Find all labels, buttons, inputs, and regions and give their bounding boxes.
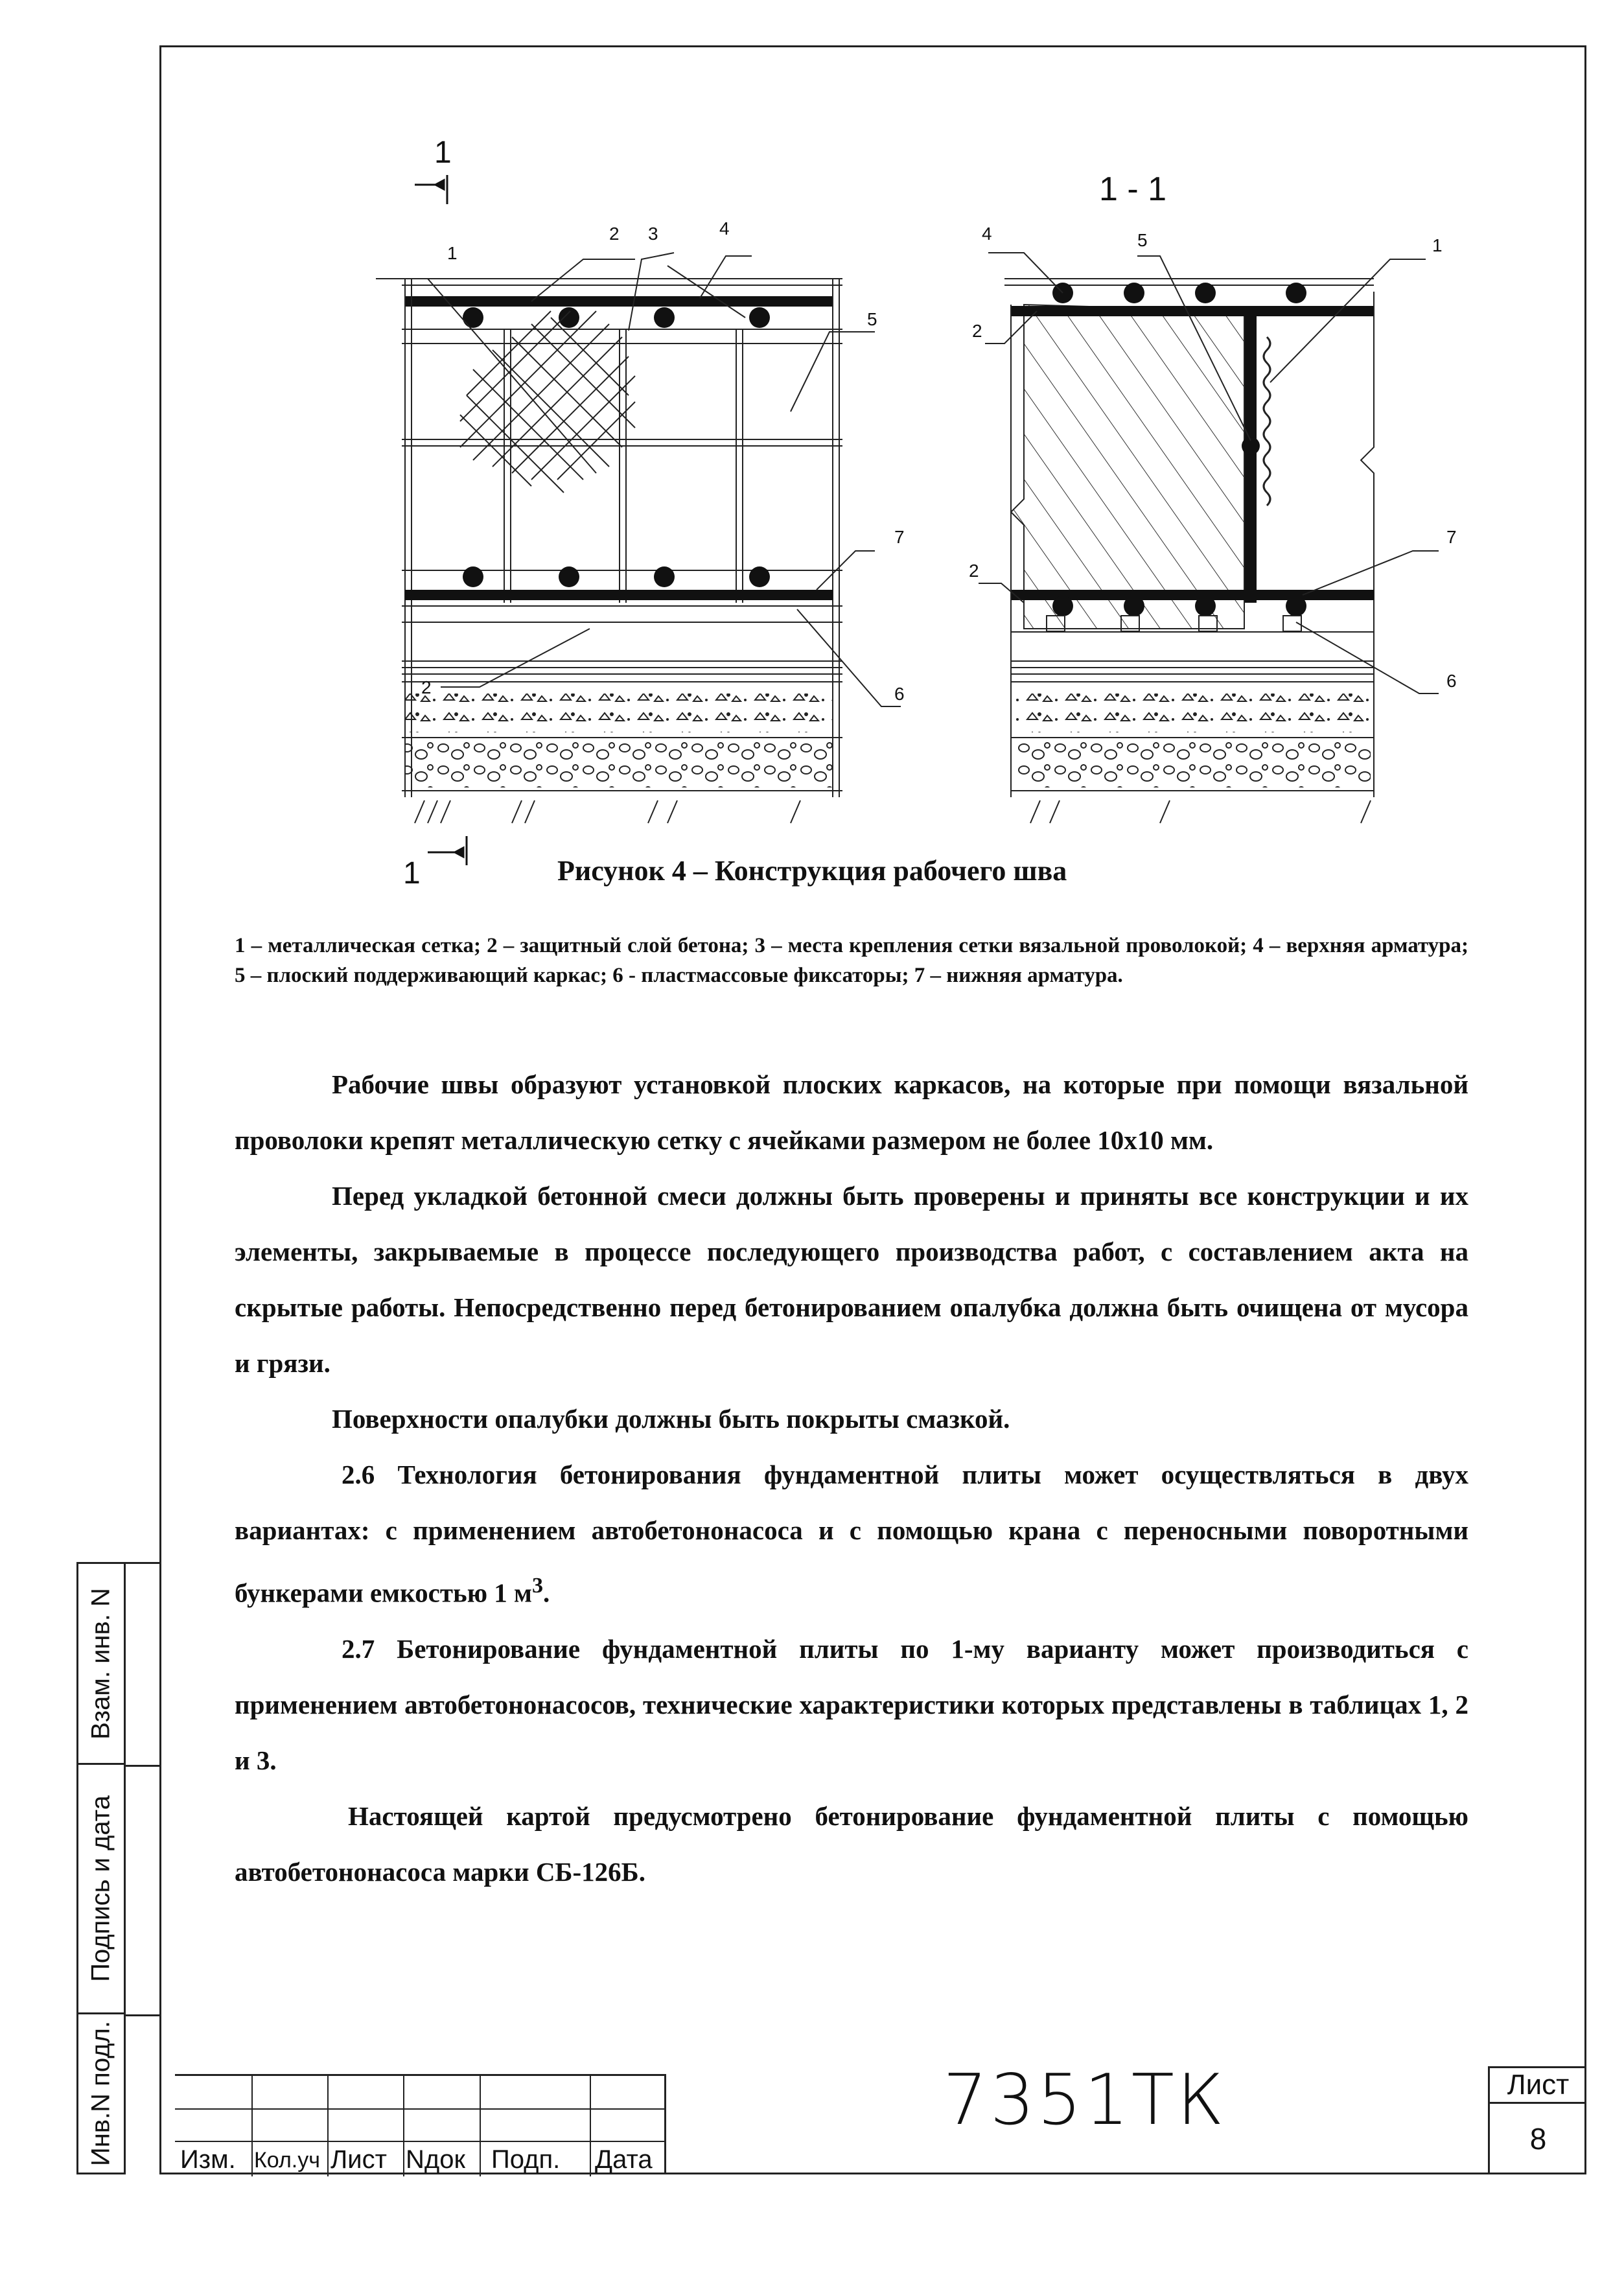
sec-callout-5: 5 xyxy=(1137,230,1148,250)
paragraph-6: Настоящей картой предусмотрено бетонирование фундаментной плиты с помощью автобетононасоса марки СБ-126Б. xyxy=(235,1800,1468,1887)
section-mark-top: 1 xyxy=(434,135,452,170)
joint-construction-figure xyxy=(363,123,1457,868)
side-stamp-column xyxy=(126,1562,159,2174)
plan-view xyxy=(376,218,905,823)
sec-callout-2: 2 xyxy=(972,321,982,341)
stamp-cell-podpis xyxy=(78,1765,124,2014)
sec-callout-1: 1 xyxy=(1432,235,1443,255)
figure-drawing xyxy=(363,123,1457,868)
metal-mesh xyxy=(460,311,635,493)
sec-callout-4: 4 xyxy=(982,224,992,244)
figure-legend: 1 – металлическая сетка; 2 – защитный слой бетона; 3 – места крепления сетки вязальной проволокой; 4 – верхняя арматура; 5 – плоский поддерживающий каркас; 6 - пластмассовые фиксаторы; 7 – нижняя арматура. xyxy=(235,934,1468,987)
paragraph-1: Рабочие швы образуют установкой плоских каркасов, на которые при помощи вязальной проволоки крепят металлическую сетку с ячейками размером не более 10х10 мм. xyxy=(235,1069,1468,1155)
col-koluch: Кол.уч xyxy=(254,2148,320,2173)
paragraph-3: Поверхности опалубки должны быть покрыты смазкой. xyxy=(332,1404,1010,1434)
col-data: Дата xyxy=(595,2145,653,2174)
stamp-cell-vzam xyxy=(78,1564,124,1765)
callout-2b: 2 xyxy=(421,677,432,697)
callout-3: 3 xyxy=(648,224,658,244)
superscript-3: 3 xyxy=(531,1574,544,1598)
callout-2: 2 xyxy=(609,224,620,244)
paragraph-5: 2.7 Бетонирование фундаментной плиты по 1-му варианту может производиться с применением автобетононасосов, технические характеристики которых представлены в таблицах 1, 2 и 3. xyxy=(235,1633,1468,1775)
title-block xyxy=(175,2074,1586,2174)
figure-caption: Рисунок 4 – Конструкция рабочего шва xyxy=(557,855,1067,887)
col-ndok: Nдок xyxy=(406,2145,465,2174)
stamp-cell-inv xyxy=(78,2014,124,2173)
paragraph-4 xyxy=(235,1447,1468,1621)
paragraph-2: Перед укладкой бетонной смеси должны быть проверены и приняты все конструкции и их элементы, закрываемые в процессе последующего производства работ, с составлением акта на скрытые работы. Непосредственно перед бетонированием опалубка должна быть очищена от мусора и грязи. xyxy=(235,1181,1468,1378)
stamp-podpis: Подпись и дата xyxy=(86,1795,115,1982)
sec-callout-2b: 2 xyxy=(969,561,979,581)
sheet-number-box xyxy=(1488,2066,1586,2174)
paragraph-4-end: . xyxy=(543,1578,550,1608)
callout-6: 6 xyxy=(894,684,905,704)
sec-callout-7: 7 xyxy=(1446,527,1457,547)
callout-4: 4 xyxy=(719,218,730,239)
sec-callout-6: 6 xyxy=(1446,671,1457,691)
sheet-label: Лист xyxy=(1490,2068,1586,2104)
stamp-vzam: Взам. инв. N xyxy=(86,1587,115,1740)
callout-5: 5 xyxy=(867,309,877,329)
side-stamp xyxy=(76,1562,126,2174)
stamp-inv: Инв.N подл. xyxy=(86,2020,115,2167)
callout-7: 7 xyxy=(894,527,905,547)
paragraph-4-text: 2.6 Технология бетонирования фундаментной плиты может осуществляться в двух вариантах: с применением автобетононасоса и с помощью крана с переносными поворотными бункерами емкостью 1 м xyxy=(235,1460,1468,1608)
section-view xyxy=(969,224,1457,823)
document-code: 7351ТК xyxy=(943,2060,1227,2141)
sheet-number: 8 xyxy=(1529,2122,1547,2156)
col-podp: Подп. xyxy=(491,2145,561,2174)
callout-1: 1 xyxy=(447,243,458,263)
body-text xyxy=(235,1056,1468,1900)
col-izm: Изм. xyxy=(180,2145,236,2174)
col-list: Лист xyxy=(331,2145,387,2174)
section-mark-bottom: 1 xyxy=(403,856,421,891)
section-title: 1 - 1 xyxy=(1099,170,1167,208)
